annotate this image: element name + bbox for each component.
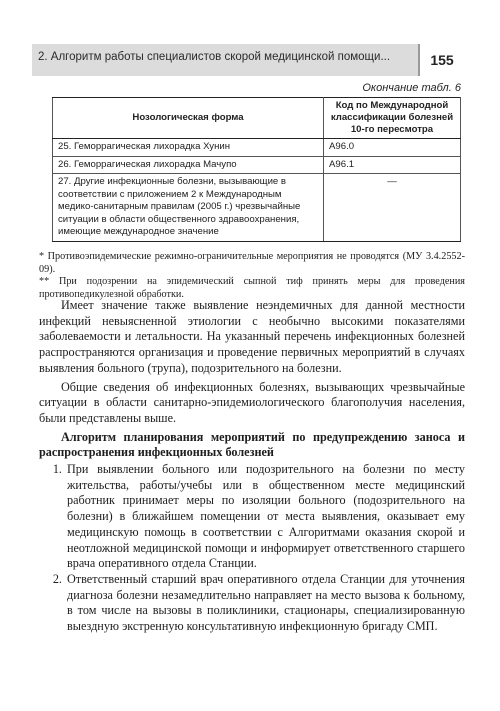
table-row [53,174,461,242]
table-row [53,139,461,157]
table-caption: Окончание табл. 6 [362,82,461,94]
running-header [32,44,464,76]
list-item: 2. Ответственный старший врач оперативного отдела Станции для уточнения диагноза болезни незамедлительно направляет на место вызова к больному, в том числе на вызовы в поликлиники, стационары, специализированную выездную экстренную консультативную инфекционную бригаду СМП. [65,572,465,635]
section-heading: Алгоритм планирования мероприятий по предупреждению заноса и распространения инфекционных болезней [39,429,465,460]
list-item: 1. При выявлении больного или подозрительного на болезни по месту жительства, работы/учебы или в общественном месте медицинский работник принимает меры по изоляции больного (подозрительного на болезни) в ближайшем помещении от места выявления, оказывает ему медицинскую помощь в соответствии с Алгоритмами оказания скорой и неотложной медицинской помощи и информирует ответственного старшего врача оперативного отдела Станции. [65,462,465,572]
icd-code-cell: — [324,174,461,242]
main-text [39,298,465,635]
icd-code-cell: A96.1 [324,156,461,174]
paragraph: Общие сведения об инфекционных болезнях, вызывающих чрезвычайные ситуации в области санитарно-эпидемиологического благополучия населения, были представлены выше. [39,379,465,425]
footnote: * Противоэпидемические режимно-ограничительные мероприятия не проводятся (МУ 3.4.2552-09). [39,251,465,275]
footnotes [39,251,465,301]
numbered-list [39,462,465,635]
nosology-cell: 26. Геморрагическая лихорадка Мачупо [53,156,324,174]
running-header-title: 2. Алгоритм работы специалистов скорой медицинской помощи... [38,51,391,63]
icd-code-cell: A96.0 [324,139,461,157]
nosology-cell: 27. Другие инфекционные болезни, вызывающие в соответствии с приложением 2 к Международным медико-санитарным правилам (2005 г.) чрезвычайные ситуации в области общественного здравоохранения, имеющие международное значение [53,174,324,242]
column-header-nosology: Нозологическая форма [53,98,324,139]
table-header-row [53,98,461,139]
table-row [53,156,461,174]
footnote: ** При подозрении на эпидемический сыпной тиф принять меры для проведения противопедикулезной обработки. [39,276,465,300]
paragraph: Имеет значение также выявление неэндемичных для данной местности инфекций невыясненной этиологии с необычно высокими показателями заболеваемости и летальности. На указанный перечень инфекционных болезней распространяются организация и проведение первичных мероприятий в случаях выявления больного (трупа), подозрительного на болезни. [39,298,465,375]
column-header-icd-code: Код по Международной классификации болезней 10-го пересмотра [324,98,461,139]
page-number: 155 [418,44,464,76]
nosology-table [52,97,461,242]
nosology-cell: 25. Геморрагическая лихорадка Хунин [53,139,324,157]
